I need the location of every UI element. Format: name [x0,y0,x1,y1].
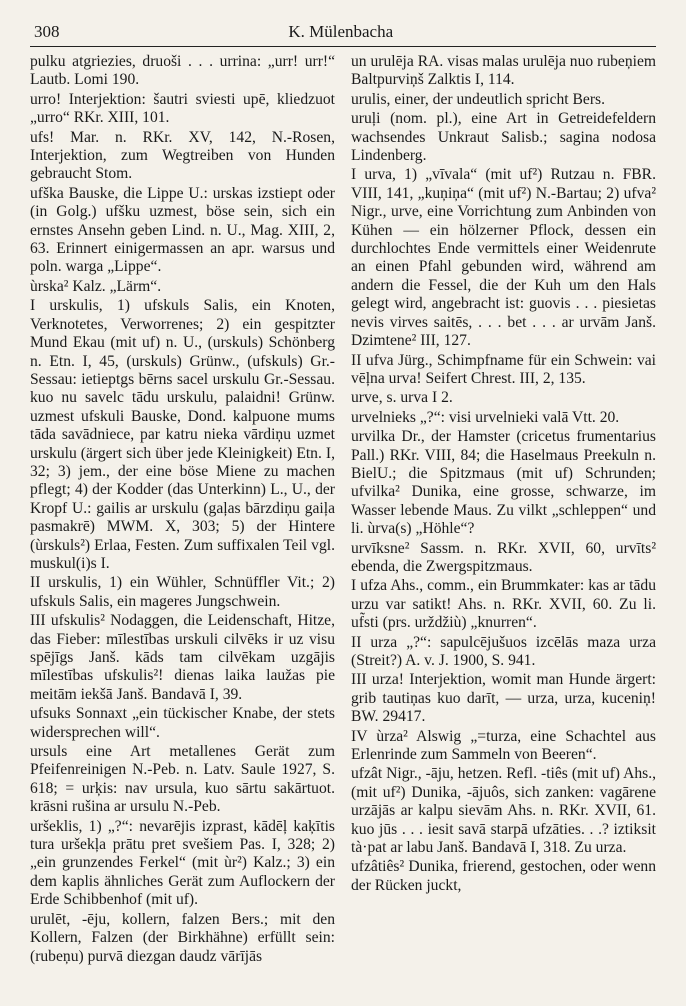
dictionary-entry: urulēt, -ēju, kollern, falzen Bers.; mit den Kollern, Falzen (der Birkhähne) erfüllt sein: (rubeņu) purvā diezgan daudz vārījās [30,910,335,965]
dictionary-entry: pulku atgriezies, druoši . . . urrina: „urr! urr!“ Lautb. Lomi 190. [30,53,335,89]
left-column [30,53,335,967]
dictionary-entry: II urza „?“: sapulcējušuos izcēlās maza urza (Streit?) A. v. J. 1900, S. 941. [351,633,656,669]
dictionary-entry: I urva, 1) „vīvala“ (mit uf²) Rutzau n. FBR. VIII, 141, „kuņiņa“ (mit uf²) N.-Bartau; 2) ufva² Nigr., urve, eine Vorrichtung zum Anbinden von Kühen — ein hölzerner Pflock, dessen ein durchlochtes Ende vermittels einer Weidenrute an einen Pfahl gebunden wird, während am andern die Fessel, die der Kuh um den Hals gelegt wird, angebracht ist: guovis . . . piesietas nevis virves saitēs, . . . bet . . . ar urvām Janš. Dzimtene² III, 127. [351,166,656,350]
dictionary-entry: I ufza Ahs., comm., ein Brummkater: kas ar tādu urzu var satikt! Ahs. n. RKr. XVII, 60. Zu li. uf̃sti (prs. urždžiù) „knurren“. [351,577,656,632]
dictionary-entry: urvīksne² Sassm. n. RKr. XVII, 60, urvīts² ebenda, die Zwergspitzmaus. [351,539,656,575]
two-column-body [30,53,656,967]
dictionary-entry: ùrska² Kalz. „Lärm“. [30,277,162,295]
dictionary-entry: urvilka Dr., der Hamster (cricetus frumentarius Pall.) RKr. VIII, 84; die Haselmaus Preekuln n. BielU.; die Spitzmaus (mit uf) Schrunden; ufvilka² Dunika, eine grosse, schwarze, im Wasser lebende Maus. Zu vilkt „schleppen“ und li. ùrva(s) „Höhle“? [351,428,656,538]
dictionary-entry: ufsuks Sonnaxt „ein tückischer Knabe, der stets widersprechen will“. [30,705,335,741]
dictionary-entry: un urulēja RA. visas malas urulēja nuo rubeņiem Baltpurviņš Zalktis I, 114. [351,53,656,89]
dictionary-entry: urvelnieks „?“: visi urvelnieki valā Vtt. 20. [351,408,620,426]
right-column [351,53,656,967]
dictionary-entry: II urskulis, 1) ein Wühler, Schnüffler Vit.; 2) ufskuls Salis, ein mageres Jungschwein. [30,574,335,610]
running-title: K. Mülenbacha [288,22,394,41]
page-number: 308 [34,22,60,41]
dictionary-entry: urulis, einer, der undeutlich spricht Bers. [351,90,606,108]
dictionary-entry: ufs! Mar. n. RKr. XV, 142, N.-Rosen, Interjektion, zum Wegtreiben von Hunden gebraucht Stom. [30,128,335,183]
dictionary-entry: III ufskulis² Nodaggen, die Leidenschaft, Hitze, das Fieber: mīlestības urskuli cilvēks ir uz visu spējīgs Janš. kāds tam cilvēkam uzgājis mīlestības ufskulis²! dienas laika laužas pie meitām iekšā Janš. Bandavā I, 39. [30,612,335,703]
dictionary-entry: IV ùrza² Alswig „=turza, eine Schachtel aus Erlenrinde zum Sammeln von Beeren“. [351,727,656,764]
page-header [30,22,656,47]
dictionary-entry: ufška Bauske, die Lippe U.: urskas izstiept oder (in Golg.) ufšku uzmest, böse sein, sich ein ernstes Ansehn geben Lind. n. U., Mag. XIII, 2, 63. Erinnert einigermassen an apr. warsus und poln. warga „Lippe“. [30,184,335,276]
dictionary-entry: urve, s. urva I 2. [351,389,453,407]
dictionary-entry: uršeklis, 1) „?“: nevarējis izprast, kādēļ kaķītis tura uršekļa prātu pret svešiem Pas. I, 328; 2) „ein grunzendes Ferkel“ (mit ùr²) Kalz.; 3) ein dem kaplis ähnliches Gerät zum Auflockern der Erde Schibbenhof (mit uf). [30,817,335,909]
dictionary-entry: ursuls eine Art metallenes Gerät zum Pfeifenreinigen N.-Peb. n. Latv. Saule 1927, S. 618; = urķis: nav ursula, kuo sārtu sakārtuot. krāsni rušina ar ursulu N.-Peb. [30,743,335,816]
dictionary-entry: II ufva Jürg., Schimpfname für ein Schwein: vai vēļna urva! Seifert Chrest. III, 2, 135. [351,351,656,387]
dictionary-entry: ufzâtiês² Dunika, frierend, gestochen, oder wenn der Rücken juckt, [351,858,656,894]
dictionary-entry: I urskulis, 1) ufskuls Salis, ein Knoten, Verknotetes, Verworrenes; 2) ein gespitzter Mund Ekau (mit uf) n. U., (urskuls) Schönberg n. Etn. I, 45, (urskuls) Grünw., (ufskuls) Gr.-Sessau: ietieptgs bērns sacel urskulu Gr.-Sessau. kuo nu savelc tādu urskulu, palaidni! Grünw. uzmest ufskuli Bauske, Dond. kalpuone mums tāda savādniece, par katru nieka vārdiņu uzmet urskulu (ärgert sich über jede Kleinigkeit) Etn. I, 32; 3) jem., der eine böse Miene zu machen pflegt; 4) der Kodder (das Unterkinn) L., U., der Kropf U.: gailis ar urskulu (gaļas bārzdiņu gaiļa pasmakrē) MWM. X, 303; 5) der Hintere (ùrskuls²) Erlaa, Festen. Zum suffixalen Teil vgl. muskul(i)s I. [30,297,335,572]
dictionary-entry: ufzât Nigr., -āju, hetzen. Refl. -tiês (mit uf) Ahs., (mit uf²) Dunika, -ājuôs, sich zanken: vagārene urzājās ar kalpu sievām Ahs. n. RKr. XVII, 61. kuo jūs . . . iesit savā starpā ufzāties. . .? iztiksit tà·pat ar labu Janš. Bandavā I, 318. Zu urza. [351,765,656,857]
dictionary-entry: III urza! Interjektion, womit man Hunde ärgert: grib tautiņas kuo darīt, — urza, urza, kuceniņ! BW. 29417. [351,671,656,726]
dictionary-entry: uruļi (nom. pl.), eine Art in Getreidefeldern wachsendes Unkraut Salisb.; sagina nodosa Lindenberg. [351,110,656,165]
dictionary-entry: urro! Interjektion: šautri sviesti upē, kliedzuot „urro“ RKr. XIII, 101. [30,90,335,127]
